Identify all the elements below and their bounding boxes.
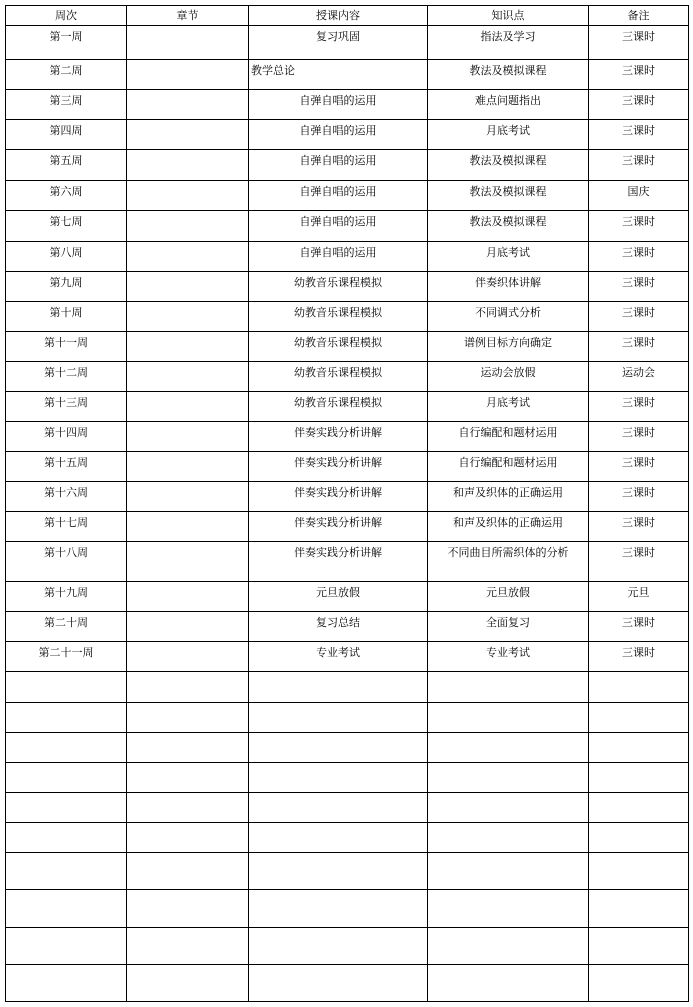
content-cell: 伴奏实践分析讲解 [249,542,428,582]
knowledge-cell: 不同曲目所需织体的分析 [428,542,589,582]
knowledge-cell: 和声及织体的正确运用 [428,512,589,542]
chapter-cell [127,211,249,242]
content-cell: 幼教音乐课程模拟 [249,272,428,302]
note-cell: 国庆 [589,181,689,211]
week-cell: 第三周 [6,90,127,120]
table-row [6,211,689,242]
table-row [6,60,689,90]
content-cell: 自弹自唱的运用 [249,90,428,120]
table-row [6,482,689,512]
content-cell: 专业考试 [249,642,428,672]
week-cell: 第七周 [6,211,127,242]
content-cell: 幼教音乐课程模拟 [249,392,428,422]
content-cell: 元旦放假 [249,582,428,612]
chapter-cell [127,542,249,582]
empty-row [6,823,689,853]
header-note: 备注 [589,6,689,26]
note-cell: 三课时 [589,302,689,332]
week-cell: 第十二周 [6,362,127,392]
week-cell: 第六周 [6,181,127,211]
note-cell: 三课时 [589,482,689,512]
empty-row [6,793,689,823]
knowledge-cell: 教法及模拟课程 [428,60,589,90]
table-row [6,642,689,672]
knowledge-cell: 专业考试 [428,642,589,672]
empty-row [6,853,689,890]
knowledge-cell: 和声及织体的正确运用 [428,482,589,512]
header-row [6,6,689,26]
note-cell: 三课时 [589,542,689,582]
table-row [6,90,689,120]
week-cell: 第四周 [6,120,127,150]
week-cell: 第十九周 [6,582,127,612]
week-cell: 第一周 [6,26,127,60]
week-cell: 第二十一周 [6,642,127,672]
chapter-cell [127,582,249,612]
chapter-cell [127,150,249,181]
note-cell: 三课时 [589,90,689,120]
table-row [6,302,689,332]
week-cell: 第十八周 [6,542,127,582]
knowledge-cell: 谱例目标方向确定 [428,332,589,362]
week-cell: 第八周 [6,242,127,272]
table-row [6,512,689,542]
knowledge-cell: 教法及模拟课程 [428,211,589,242]
empty-row [6,890,689,928]
content-cell: 幼教音乐课程模拟 [249,302,428,332]
chapter-cell [127,272,249,302]
knowledge-cell: 月底考试 [428,120,589,150]
note-cell: 三课时 [589,392,689,422]
chapter-cell [127,332,249,362]
table-row [6,272,689,302]
table-row [6,612,689,642]
content-cell: 伴奏实践分析讲解 [249,512,428,542]
chapter-cell [127,422,249,452]
content-cell: 自弹自唱的运用 [249,150,428,181]
knowledge-cell: 自行编配和题材运用 [428,422,589,452]
chapter-cell [127,452,249,482]
table-row [6,582,689,612]
knowledge-cell: 难点问题指出 [428,90,589,120]
content-cell: 自弹自唱的运用 [249,181,428,211]
table-row [6,362,689,392]
note-cell: 三课时 [589,332,689,362]
content-cell: 复习巩固 [249,26,428,60]
knowledge-cell: 不同调式分析 [428,302,589,332]
week-cell: 第二十周 [6,612,127,642]
week-cell: 第十五周 [6,452,127,482]
content-cell: 自弹自唱的运用 [249,242,428,272]
chapter-cell [127,242,249,272]
table-row [6,332,689,362]
chapter-cell [127,642,249,672]
chapter-cell [127,362,249,392]
knowledge-cell: 元旦放假 [428,582,589,612]
table-row [6,181,689,211]
note-cell: 三课时 [589,642,689,672]
empty-row [6,733,689,763]
header-chapter: 章节 [127,6,249,26]
chapter-cell [127,60,249,90]
week-cell: 第九周 [6,272,127,302]
table-row [6,150,689,181]
chapter-cell [127,181,249,211]
knowledge-cell: 指法及学习 [428,26,589,60]
chapter-cell [127,392,249,422]
table-row [6,26,689,60]
knowledge-cell: 教法及模拟课程 [428,181,589,211]
empty-row [6,928,689,965]
header-week: 周次 [6,6,127,26]
note-cell: 元旦 [589,582,689,612]
chapter-cell [127,120,249,150]
week-cell: 第十一周 [6,332,127,362]
empty-row [6,672,689,703]
empty-row [6,703,689,733]
note-cell: 三课时 [589,60,689,90]
content-cell: 伴奏实践分析讲解 [249,482,428,512]
note-cell: 运动会 [589,362,689,392]
note-cell: 三课时 [589,26,689,60]
week-cell: 第五周 [6,150,127,181]
note-cell: 三课时 [589,272,689,302]
table-row [6,422,689,452]
content-cell: 幼教音乐课程模拟 [249,362,428,392]
note-cell: 三课时 [589,422,689,452]
empty-row [6,763,689,793]
chapter-cell [127,90,249,120]
chapter-cell [127,612,249,642]
empty-row [6,965,689,1002]
content-cell: 教学总论 [249,60,428,90]
content-cell: 复习总结 [249,612,428,642]
header-content: 授课内容 [249,6,428,26]
table-row [6,392,689,422]
week-cell: 第二周 [6,60,127,90]
content-cell: 伴奏实践分析讲解 [249,422,428,452]
table-row [6,452,689,482]
week-cell: 第十周 [6,302,127,332]
knowledge-cell: 教法及模拟课程 [428,150,589,181]
week-cell: 第十三周 [6,392,127,422]
table-row [6,120,689,150]
note-cell: 三课时 [589,452,689,482]
knowledge-cell: 运动会放假 [428,362,589,392]
knowledge-cell: 全面复习 [428,612,589,642]
teaching-plan-table [5,5,689,1002]
chapter-cell [127,26,249,60]
note-cell: 三课时 [589,242,689,272]
header-knowledge: 知识点 [428,6,589,26]
chapter-cell [127,512,249,542]
table-row [6,242,689,272]
content-cell: 自弹自唱的运用 [249,120,428,150]
knowledge-cell: 自行编配和题材运用 [428,452,589,482]
note-cell: 三课时 [589,150,689,181]
note-cell: 三课时 [589,120,689,150]
knowledge-cell: 月底考试 [428,242,589,272]
note-cell: 三课时 [589,211,689,242]
chapter-cell [127,302,249,332]
knowledge-cell: 伴奏织体讲解 [428,272,589,302]
knowledge-cell: 月底考试 [428,392,589,422]
chapter-cell [127,482,249,512]
week-cell: 第十六周 [6,482,127,512]
content-cell: 自弹自唱的运用 [249,211,428,242]
content-cell: 伴奏实践分析讲解 [249,452,428,482]
week-cell: 第十七周 [6,512,127,542]
week-cell: 第十四周 [6,422,127,452]
table-row [6,542,689,582]
note-cell: 三课时 [589,512,689,542]
content-cell: 幼教音乐课程模拟 [249,332,428,362]
note-cell: 三课时 [589,612,689,642]
